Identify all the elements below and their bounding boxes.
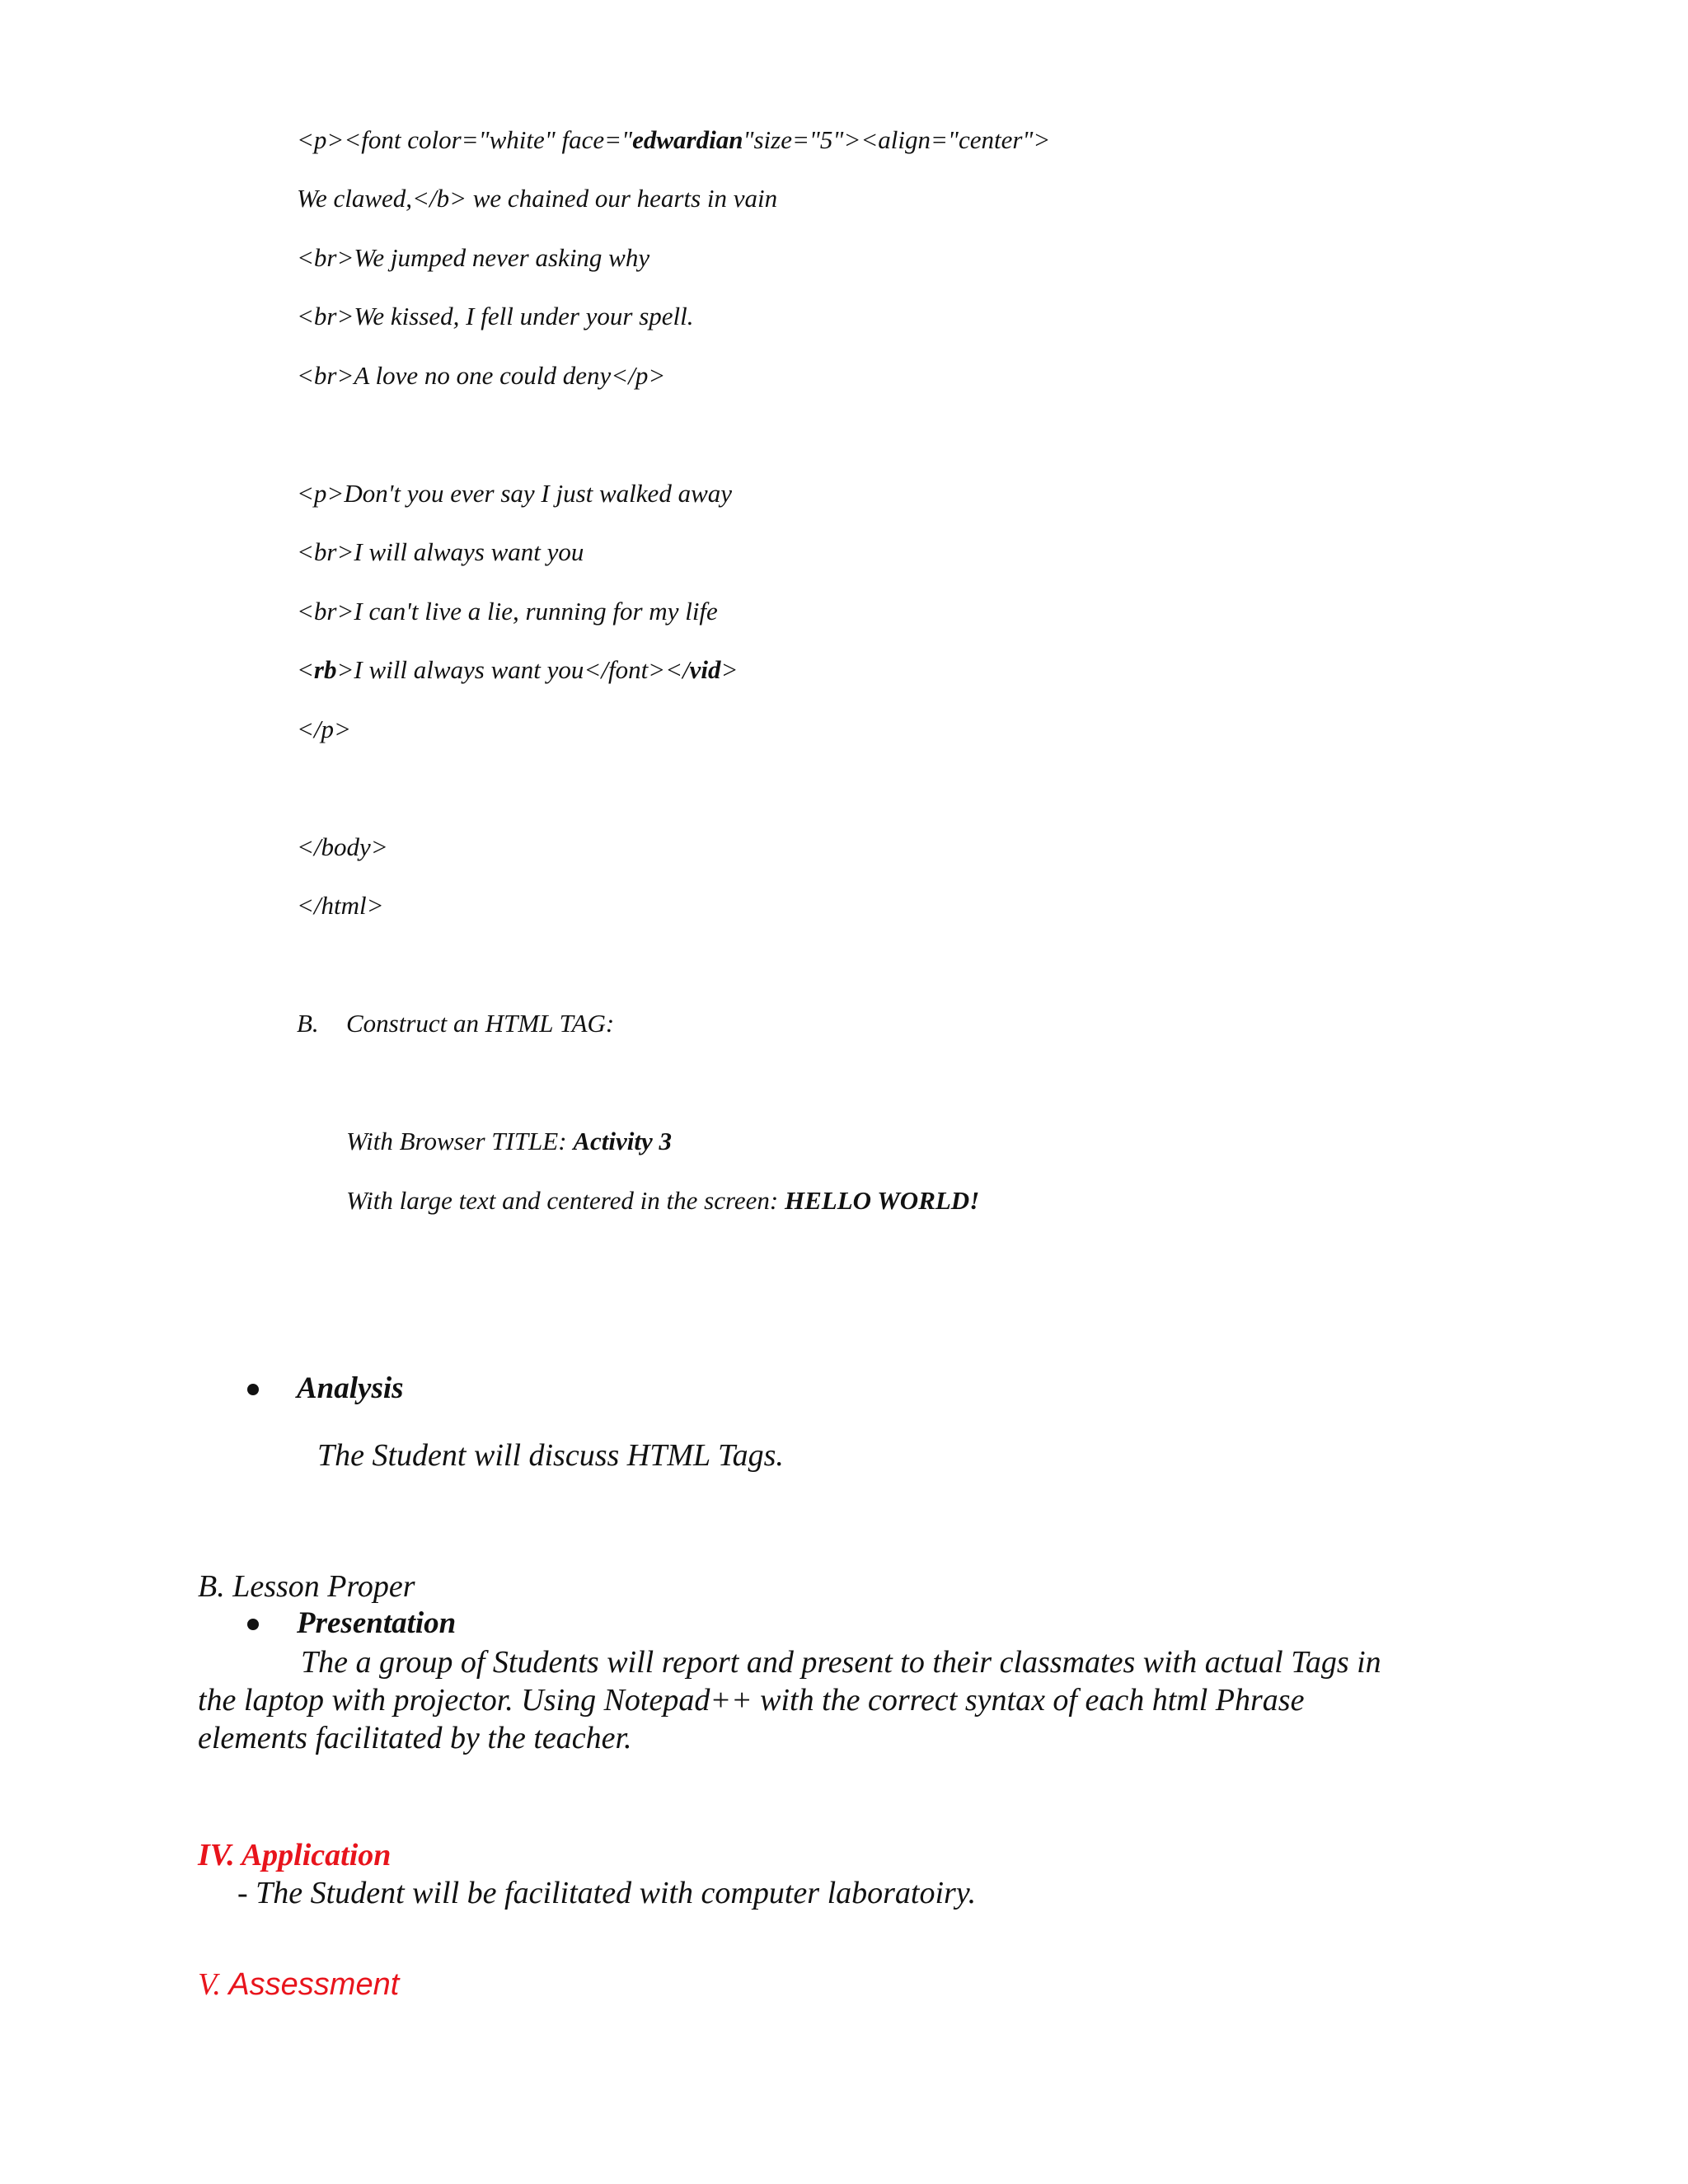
code-line-3: <br>We jumped never asking why — [297, 243, 650, 272]
bullet-icon — [247, 1619, 259, 1630]
code-line-font-open — [297, 124, 1050, 157]
code-fragment: >I will always want you</font></ — [336, 655, 690, 684]
code-fragment-bold: rb — [313, 655, 337, 684]
task-b-large-prefix: With large text and centered in the screen: — [346, 1186, 785, 1215]
code-fragment: < — [297, 655, 314, 684]
presentation-line-2: the laptop with projector. Using Notepad++ with the correct syntax of each html Phrase — [198, 1683, 1305, 1718]
code-line-7: <br>I will always want you — [297, 537, 584, 566]
presentation-heading: Presentation — [297, 1606, 457, 1640]
assessment-roman: V. — [198, 1967, 229, 2002]
code-fragment: "size="5"><align="center"> — [743, 125, 1051, 154]
task-b-title-prefix: With Browser TITLE: — [346, 1127, 574, 1155]
analysis-heading: Analysis — [297, 1371, 404, 1405]
task-b-large-line — [346, 1184, 979, 1217]
task-b-title-line — [346, 1125, 672, 1158]
presentation-line-1: The a group of Students will report and present to their classmates with actual Tags in — [301, 1645, 1381, 1680]
bullet-icon — [247, 1384, 259, 1395]
code-fragment: > — [720, 655, 738, 684]
code-line-11: </body> — [297, 832, 388, 861]
code-fragment: <p><font color="white" face=" — [297, 125, 633, 154]
assessment-word: Assessment — [228, 1967, 400, 2002]
task-b-large-value: HELLO WORLD! — [785, 1186, 980, 1215]
task-b-label: B. — [297, 1009, 319, 1038]
code-line-8: <br>I can't live a lie, running for my life — [297, 597, 718, 626]
application-text: - The Student will be facilitated with computer laboratoiry. — [237, 1876, 977, 1910]
assessment-heading — [198, 1966, 399, 2004]
task-b-title-value: Activity 3 — [573, 1127, 672, 1155]
application-heading: IV. Application — [198, 1838, 392, 1872]
code-line-4: <br>We kissed, I fell under your spell. — [297, 302, 694, 330]
code-line-9 — [297, 654, 738, 687]
code-line-2: We clawed,</b> we chained our hearts in vain — [297, 184, 778, 213]
analysis-text: The Student will discuss HTML Tags. — [317, 1438, 784, 1473]
code-line-12: </html> — [297, 891, 384, 920]
code-line-6: <p>Don't you ever say I just walked away — [297, 479, 732, 508]
code-fragment-bold: vid — [689, 655, 721, 684]
task-b-text: Construct an HTML TAG: — [346, 1009, 615, 1038]
presentation-line-3: elements facilitated by the teacher. — [198, 1721, 632, 1755]
code-fragment-bold: edwardian — [632, 125, 743, 154]
code-line-5: <br>A love no one could deny</p> — [297, 361, 666, 390]
lesson-heading: B. Lesson Proper — [198, 1569, 415, 1604]
code-line-10: </p> — [297, 715, 351, 743]
